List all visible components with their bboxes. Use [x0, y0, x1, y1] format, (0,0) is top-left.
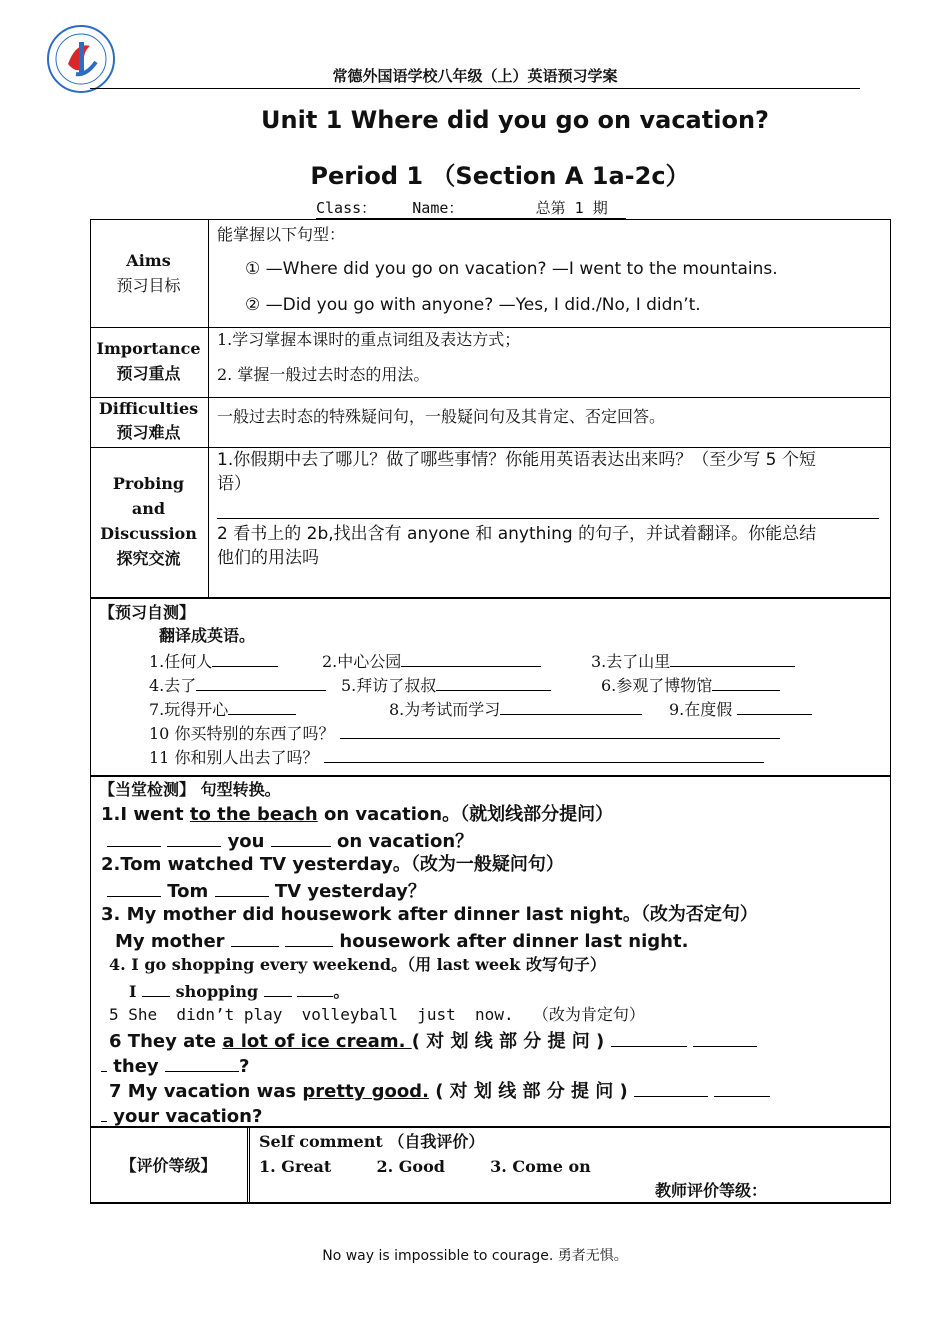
check-q7-blank-2[interactable] [714, 1078, 770, 1097]
difficulties-row [90, 397, 891, 448]
check-q1-blank-3[interactable] [271, 828, 331, 847]
preview-test-heading: 【预习自测】 [99, 603, 196, 622]
check-q7-blank-3[interactable] [101, 1103, 107, 1122]
self-comment-label: Self comment （自我评价） [259, 1132, 485, 1151]
preview-test-section [90, 597, 891, 776]
check-q3-blank-2[interactable] [285, 928, 333, 947]
probing-label-en-2: and [131, 499, 166, 518]
option-great[interactable]: 1. Great [259, 1157, 332, 1176]
check-q3-answer: My mother housework after dinner last night. [115, 928, 688, 954]
probing-q2-line-1: 2 看书上的 2b,找出含有 anyone 和 anything 的句子，并试着翻译。你能总结 [217, 524, 817, 544]
probing-answer-line[interactable] [217, 518, 879, 519]
check-q4-blank-2[interactable] [264, 978, 292, 997]
check-q6-blank-3[interactable] [101, 1053, 107, 1072]
preview-item-10: 10 你买特别的东西了吗？ [149, 720, 780, 746]
difficulties-line-1: 一般过去时态的特殊疑问句，一般疑问句及其肯定、否定回答。 [217, 407, 666, 426]
importance-label-cell [90, 327, 209, 398]
school-header: 常德外国语学校八年级（上）英语预习学案 [332, 67, 618, 85]
class-name-line: Class： Name： 总第 1 期 [316, 199, 626, 217]
check-q2-blank-2[interactable] [215, 878, 269, 897]
footer-motto: No way is impossible to courage. 勇者无惧。 [322, 1248, 628, 1264]
importance-row [90, 327, 891, 398]
aims-item-1: ① —Where did you go on vacation? —I went to the mountains. [245, 259, 778, 279]
check-q1-blank-1[interactable] [107, 828, 161, 847]
check-q7-answer: your vacation? [101, 1103, 262, 1129]
teacher-evaluation-label: 教师评价等级： [655, 1181, 768, 1200]
preview-item-11-blank[interactable] [324, 744, 764, 763]
check-q1-blank-2[interactable] [167, 828, 221, 847]
option-come-on[interactable]: 3. Come on [490, 1157, 591, 1176]
importance-line-1: 1.学习掌握本课时的重点词组及表达方式； [217, 330, 521, 349]
period-title: Period 1 （Section A 1a-2c） [310, 162, 690, 190]
check-q2: 2.Tom watched TV yesterday。（改为一般疑问句） [101, 854, 564, 875]
evaluation-row [90, 1126, 891, 1204]
header-divider [90, 88, 860, 89]
difficulties-label-en: Difficulties [98, 399, 199, 418]
probing-q2-line-2: 他们的用法吗 [217, 548, 319, 568]
importance-label-en: Importance [96, 339, 201, 358]
difficulties-label-cell [90, 397, 209, 448]
check-q1-answer: you on vacation？ [107, 828, 473, 854]
check-q4-blank-3[interactable] [297, 978, 333, 997]
aims-row [90, 219, 891, 328]
preview-item-4-blank[interactable] [196, 672, 326, 691]
preview-item-3-blank[interactable] [670, 648, 795, 667]
check-q7-blank-1[interactable] [634, 1078, 708, 1097]
probing-q1-line-2: 语） [217, 474, 251, 494]
check-q6: 6 They ate a lot of ice cream. ( 对 划 线 部 分 提 问 ) [109, 1028, 757, 1054]
preview-item-10-blank[interactable] [340, 720, 780, 739]
check-q2-answer: Tom TV yesterday？ [107, 878, 426, 904]
aims-label-cn: 预习目标 [116, 276, 181, 295]
preview-item-4: 4.去了 [149, 672, 326, 698]
preview-item-3: 3.去了山里 [591, 648, 795, 674]
evaluation-label: 【评价等级】 [120, 1156, 217, 1175]
unit-title: Unit 1 Where did you go on vacation? [261, 106, 769, 134]
preview-item-11: 11 你和别人出去了吗？ [149, 744, 764, 770]
preview-item-8-blank[interactable] [500, 696, 642, 715]
preview-item-9-blank[interactable] [737, 696, 812, 715]
check-q4-answer: I shopping 。 [129, 978, 349, 1004]
option-good[interactable]: 2. Good [376, 1157, 445, 1176]
probing-label-en-3: Discussion [100, 524, 197, 543]
check-q5: 5 She didn’t play volleyball just now. （改为肯定句） [109, 1005, 645, 1024]
preview-item-8: 8.为考试而学习 [389, 696, 642, 722]
check-q3: 3. My mother did housework after dinner last night。（改为否定句） [101, 904, 758, 925]
preview-item-2: 2.中心公园 [322, 648, 541, 674]
preview-item-5-blank[interactable] [436, 672, 551, 691]
class-check-section [90, 775, 891, 1127]
preview-item-6-blank[interactable] [712, 672, 780, 691]
check-q4-blank-1[interactable] [142, 978, 170, 997]
difficulties-label-cn: 预习难点 [116, 423, 181, 442]
probing-q1-line-1: 1.你假期中去了哪儿？做了哪些事情？你能用英语表达出来吗？（至少写 5 个短 [217, 450, 816, 470]
check-q6-blank-2[interactable] [693, 1028, 757, 1047]
preview-item-2-blank[interactable] [401, 648, 541, 667]
aims-intro: 能掌握以下句型： [217, 225, 346, 244]
preview-item-7: 7.玩得开心 [149, 696, 296, 722]
aims-label-cell [90, 219, 209, 328]
check-q3-blank-1[interactable] [231, 928, 279, 947]
check-q2-blank-1[interactable] [107, 878, 161, 897]
probing-row [90, 447, 891, 598]
preview-item-6: 6.参观了博物馆 [601, 672, 780, 698]
check-q6-blank-1[interactable] [611, 1028, 687, 1047]
aims-item-2: ② —Did you go with anyone? —Yes, I did./No, I didn’t. [245, 295, 701, 315]
check-q4: 4. I go shopping every weekend。（用 last week 改写句子） [109, 955, 606, 974]
aims-label-en: Aims [126, 251, 171, 270]
probing-label-en-1: Probing [112, 474, 185, 493]
check-q6-answer: they ? [101, 1053, 249, 1079]
preview-item-1: 1.任何人 [149, 648, 278, 674]
importance-label-cn: 预习重点 [116, 364, 181, 383]
check-q7: 7 My vacation was pretty good. ( 对 划 线 部 分 提 问 ) [109, 1078, 770, 1104]
probing-label-cn: 探究交流 [116, 549, 181, 568]
check-q1: 1.I went to the beach on vacation。（就划线部分提问） [101, 804, 614, 825]
preview-item-7-blank[interactable] [228, 696, 296, 715]
preview-test-instruction: 翻译成英语。 [159, 626, 256, 645]
self-comment-options [259, 1155, 591, 1179]
preview-item-5: 5.拜访了叔叔 [341, 672, 551, 698]
preview-item-1-blank[interactable] [212, 648, 278, 667]
probing-label-cell [90, 447, 209, 598]
evaluation-label-cell [90, 1127, 250, 1203]
check-q6-blank-4[interactable] [165, 1053, 239, 1072]
class-check-heading: 【当堂检测】 句型转换。 [99, 780, 281, 799]
preview-item-9: 9.在度假 [669, 696, 812, 722]
importance-line-2: 2. 掌握一般过去时态的用法。 [217, 365, 430, 384]
